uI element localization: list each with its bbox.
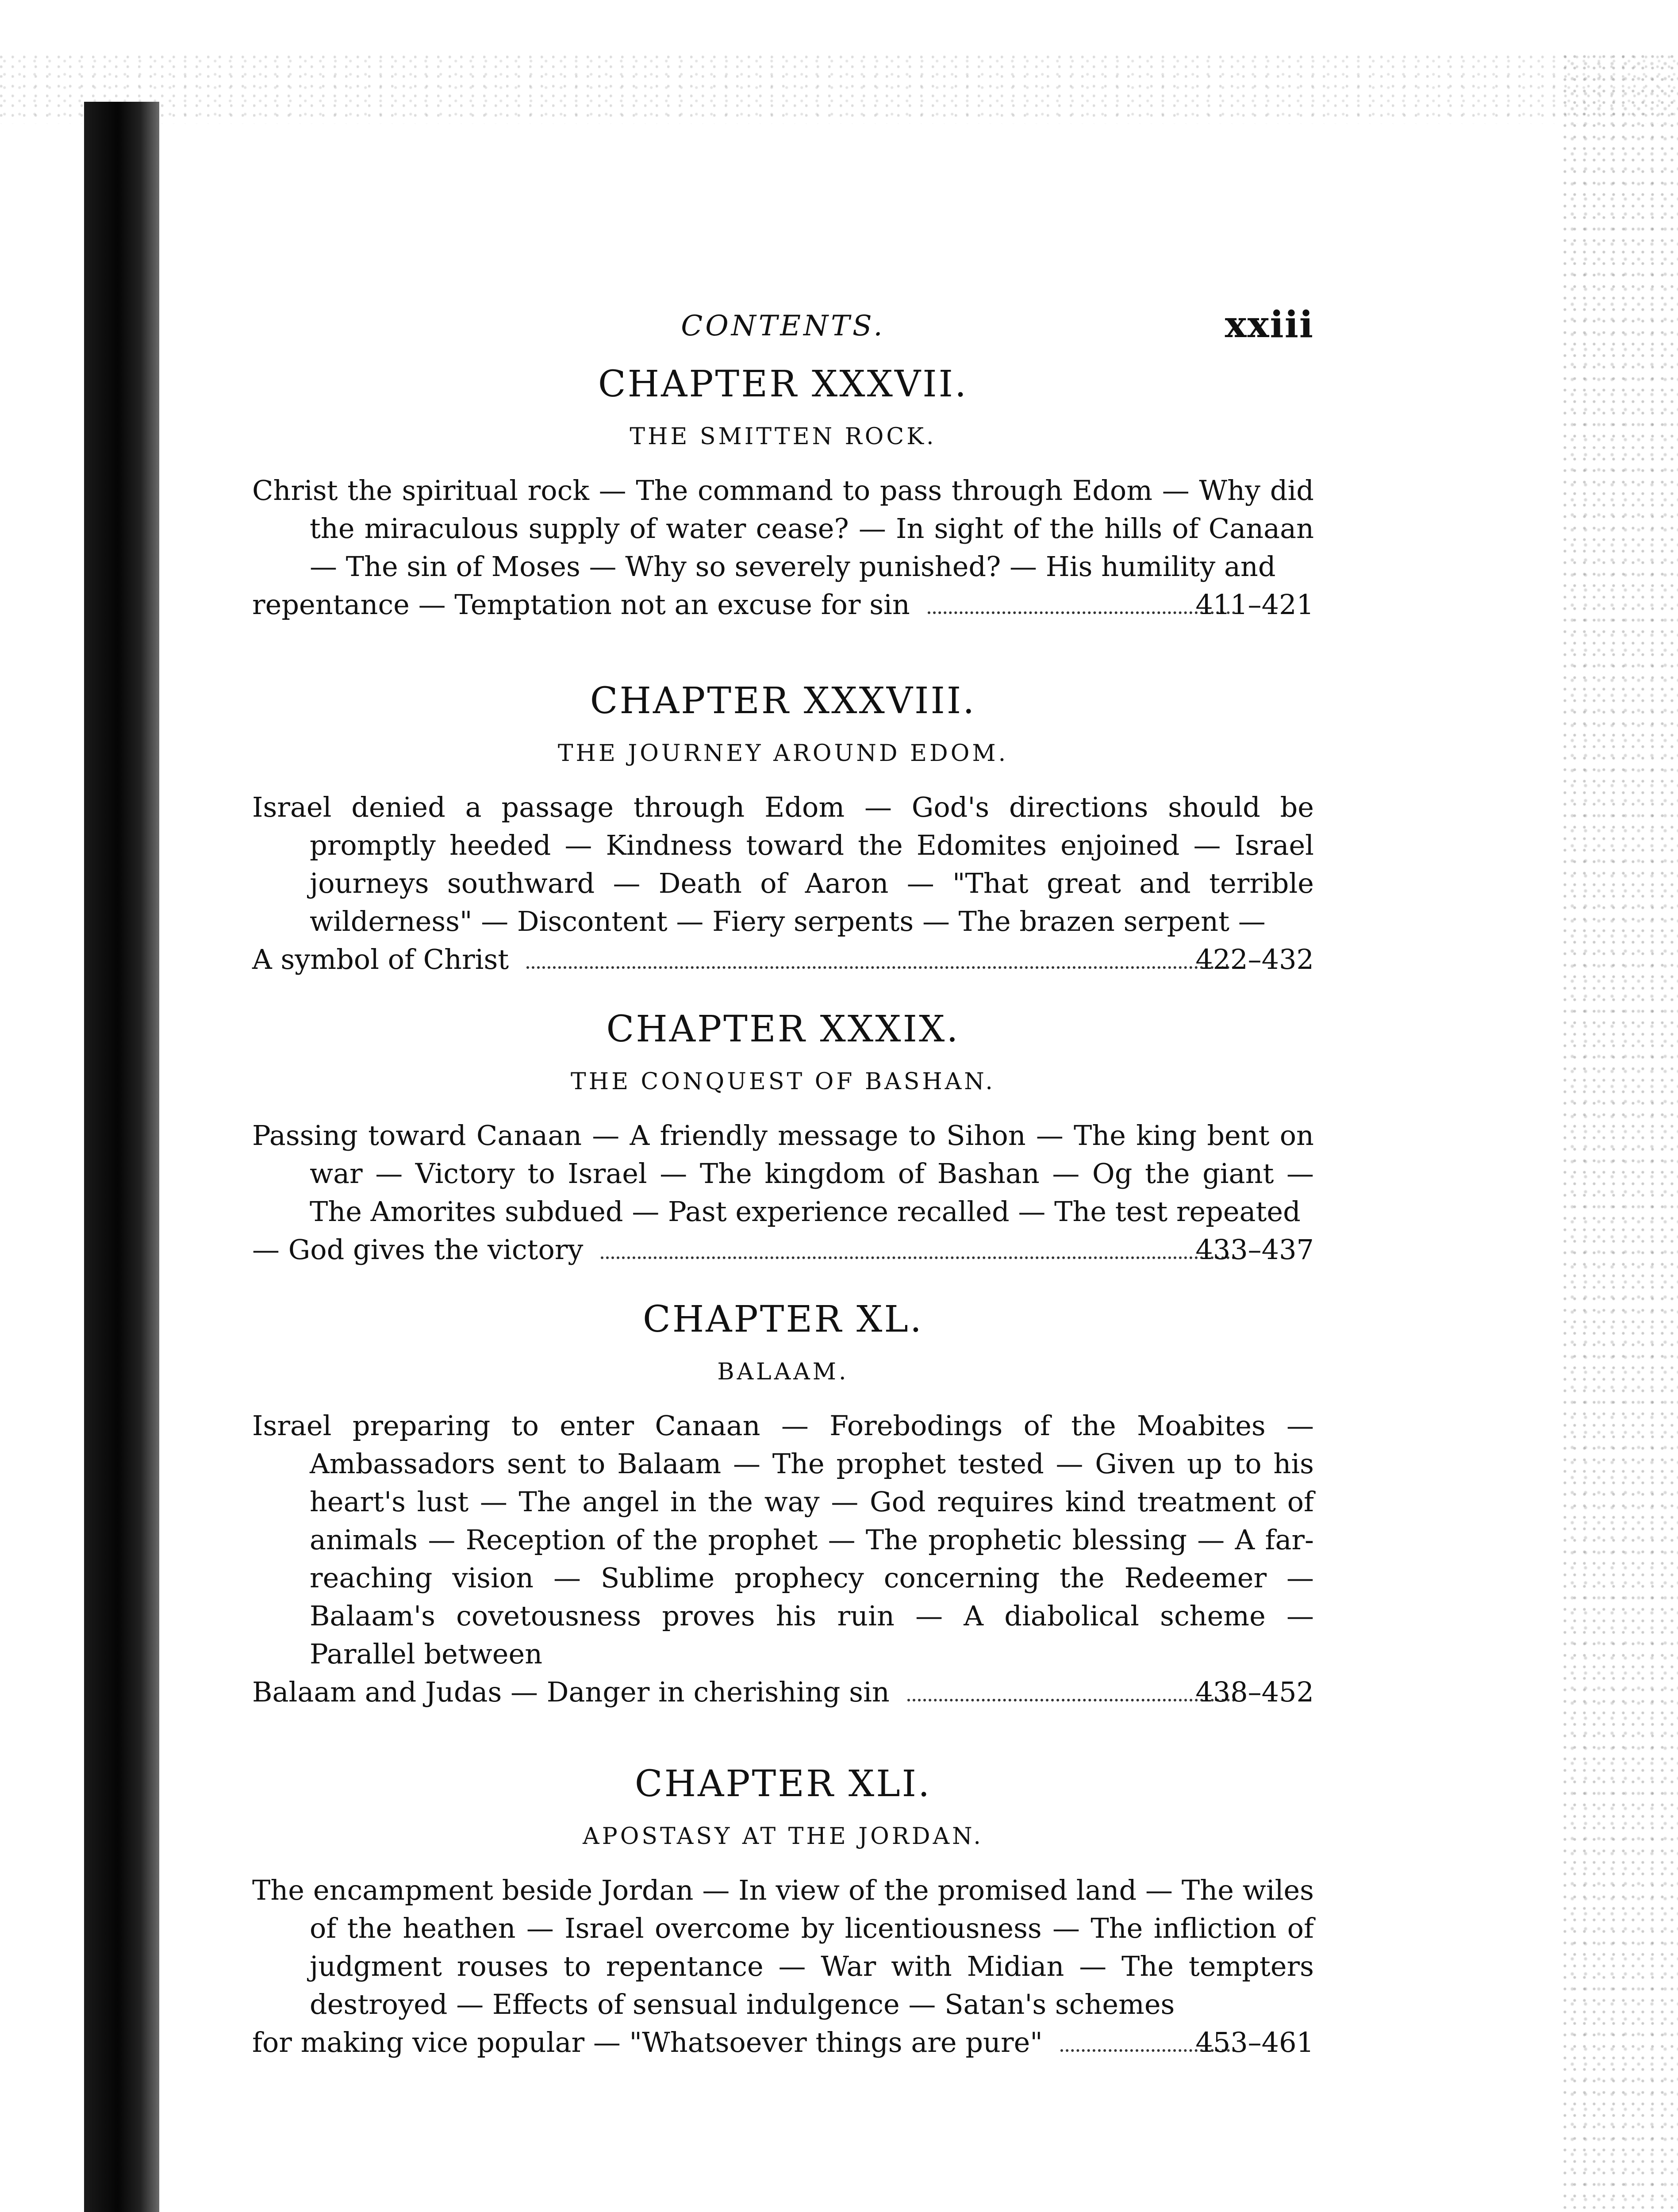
chapter-title: THE SMITTEN ROCK. bbox=[630, 423, 937, 450]
summary-last-line bbox=[252, 941, 1314, 979]
chapter-heading: CHAPTER XLI. bbox=[634, 1763, 932, 1805]
binding-strip bbox=[84, 102, 159, 2212]
running-title: CONTENTS. bbox=[681, 310, 885, 342]
page-number: xxiii bbox=[1225, 303, 1314, 346]
summary-last-line bbox=[252, 1673, 1314, 1711]
page-range: 438–452 bbox=[1195, 1676, 1314, 1708]
page-range: 411–421 bbox=[1195, 588, 1314, 621]
summary-text: Christ the spiritual rock — The command to pass through Edom — Why did the miraculous supply of water cease? — In sight of the hills of Canaan — The sin of Moses — Why so severely punished? — His humility and bbox=[252, 474, 1314, 583]
summary-text: Passing toward Canaan — A friendly message to Sihon — The king bent on war — Victory to Israel — The kingdom of Bashan — Og the giant — The Amorites subdued — Past experience recalled — The test repeated bbox=[252, 1119, 1314, 1228]
summary-last-text: repentance — Temptation not an excuse for sin bbox=[252, 588, 910, 621]
summary-text: Israel preparing to enter Canaan — Forebodings of the Moabites — Ambassadors sent to Balaam — The prophet tested — Given up to his heart's lust — The angel in the way — God requires kind treatment of animals — Reception of the prophet — The prophetic blessing — A far-reaching vision — Sublime prophecy concerning the Redeemer — Balaam's covetousness proves his ruin — A diabolical scheme — Parallel between bbox=[252, 1409, 1314, 1670]
summary-text: Israel denied a passage through Edom — God's directions should be promptly heeded — Kindness toward the Edomites enjoined — Israel journeys southward — Death of Aaron — "That great and terrible wilderness" — Discontent — Fiery serpents — The brazen serpent — bbox=[252, 791, 1314, 937]
page-range: 453–461 bbox=[1195, 2026, 1314, 2058]
chapter-heading: CHAPTER XXXVII. bbox=[598, 363, 968, 405]
summary-last-line bbox=[252, 1231, 1314, 1269]
dot-leader bbox=[601, 1256, 1235, 1259]
chapter-summary bbox=[252, 1407, 1314, 1711]
chapter-title: BALAAM. bbox=[717, 1359, 849, 1385]
summary-text: The encampment beside Jordan — In view of the promised land — The wiles of the heathen — Israel overcome by licentiousness — The infliction of judgment rouses to repentance — War with Midian — The tempters destroyed — Effects of sensual indulgence — Satan's schemes bbox=[252, 1874, 1314, 2020]
chapter-entry bbox=[252, 677, 1314, 979]
dot-leader bbox=[928, 611, 1236, 614]
summary-last-line bbox=[252, 586, 1314, 624]
summary-last-text: for making vice popular — "Whatsoever things are pure" bbox=[252, 2026, 1043, 2058]
chapter-title: APOSTASY AT THE JORDAN. bbox=[583, 1823, 983, 1850]
chapter-summary bbox=[252, 1117, 1314, 1269]
summary-last-text: A symbol of Christ bbox=[252, 943, 509, 975]
scan-edge-right bbox=[1563, 53, 1678, 2212]
chapter-entry bbox=[252, 1005, 1314, 1269]
chapter-summary bbox=[252, 1871, 1314, 2062]
chapter-title: THE JOURNEY AROUND EDOM. bbox=[557, 740, 1009, 767]
running-head bbox=[252, 301, 1314, 349]
chapter-summary bbox=[252, 788, 1314, 979]
chapter-title: THE CONQUEST OF BASHAN. bbox=[571, 1068, 995, 1095]
chapter-heading: CHAPTER XXXVIII. bbox=[590, 680, 976, 722]
chapter-entry bbox=[252, 1295, 1314, 1711]
summary-last-text: Balaam and Judas — Danger in cherishing sin bbox=[252, 1676, 890, 1708]
chapter-heading: CHAPTER XXXIX. bbox=[606, 1008, 960, 1050]
chapter-entry bbox=[252, 1760, 1314, 2062]
page-range: 433–437 bbox=[1195, 1233, 1314, 1266]
dot-leader bbox=[907, 1699, 1235, 1701]
chapter-entry bbox=[252, 360, 1314, 624]
chapter-heading: CHAPTER XL. bbox=[643, 1298, 923, 1340]
page-content bbox=[252, 301, 1314, 2062]
summary-last-line bbox=[252, 2024, 1314, 2062]
scan-edge-top bbox=[0, 53, 1678, 124]
chapter-summary bbox=[252, 472, 1314, 624]
dot-leader bbox=[526, 966, 1235, 969]
page-range: 422–432 bbox=[1195, 943, 1314, 975]
summary-last-text: — God gives the victory bbox=[252, 1233, 584, 1266]
